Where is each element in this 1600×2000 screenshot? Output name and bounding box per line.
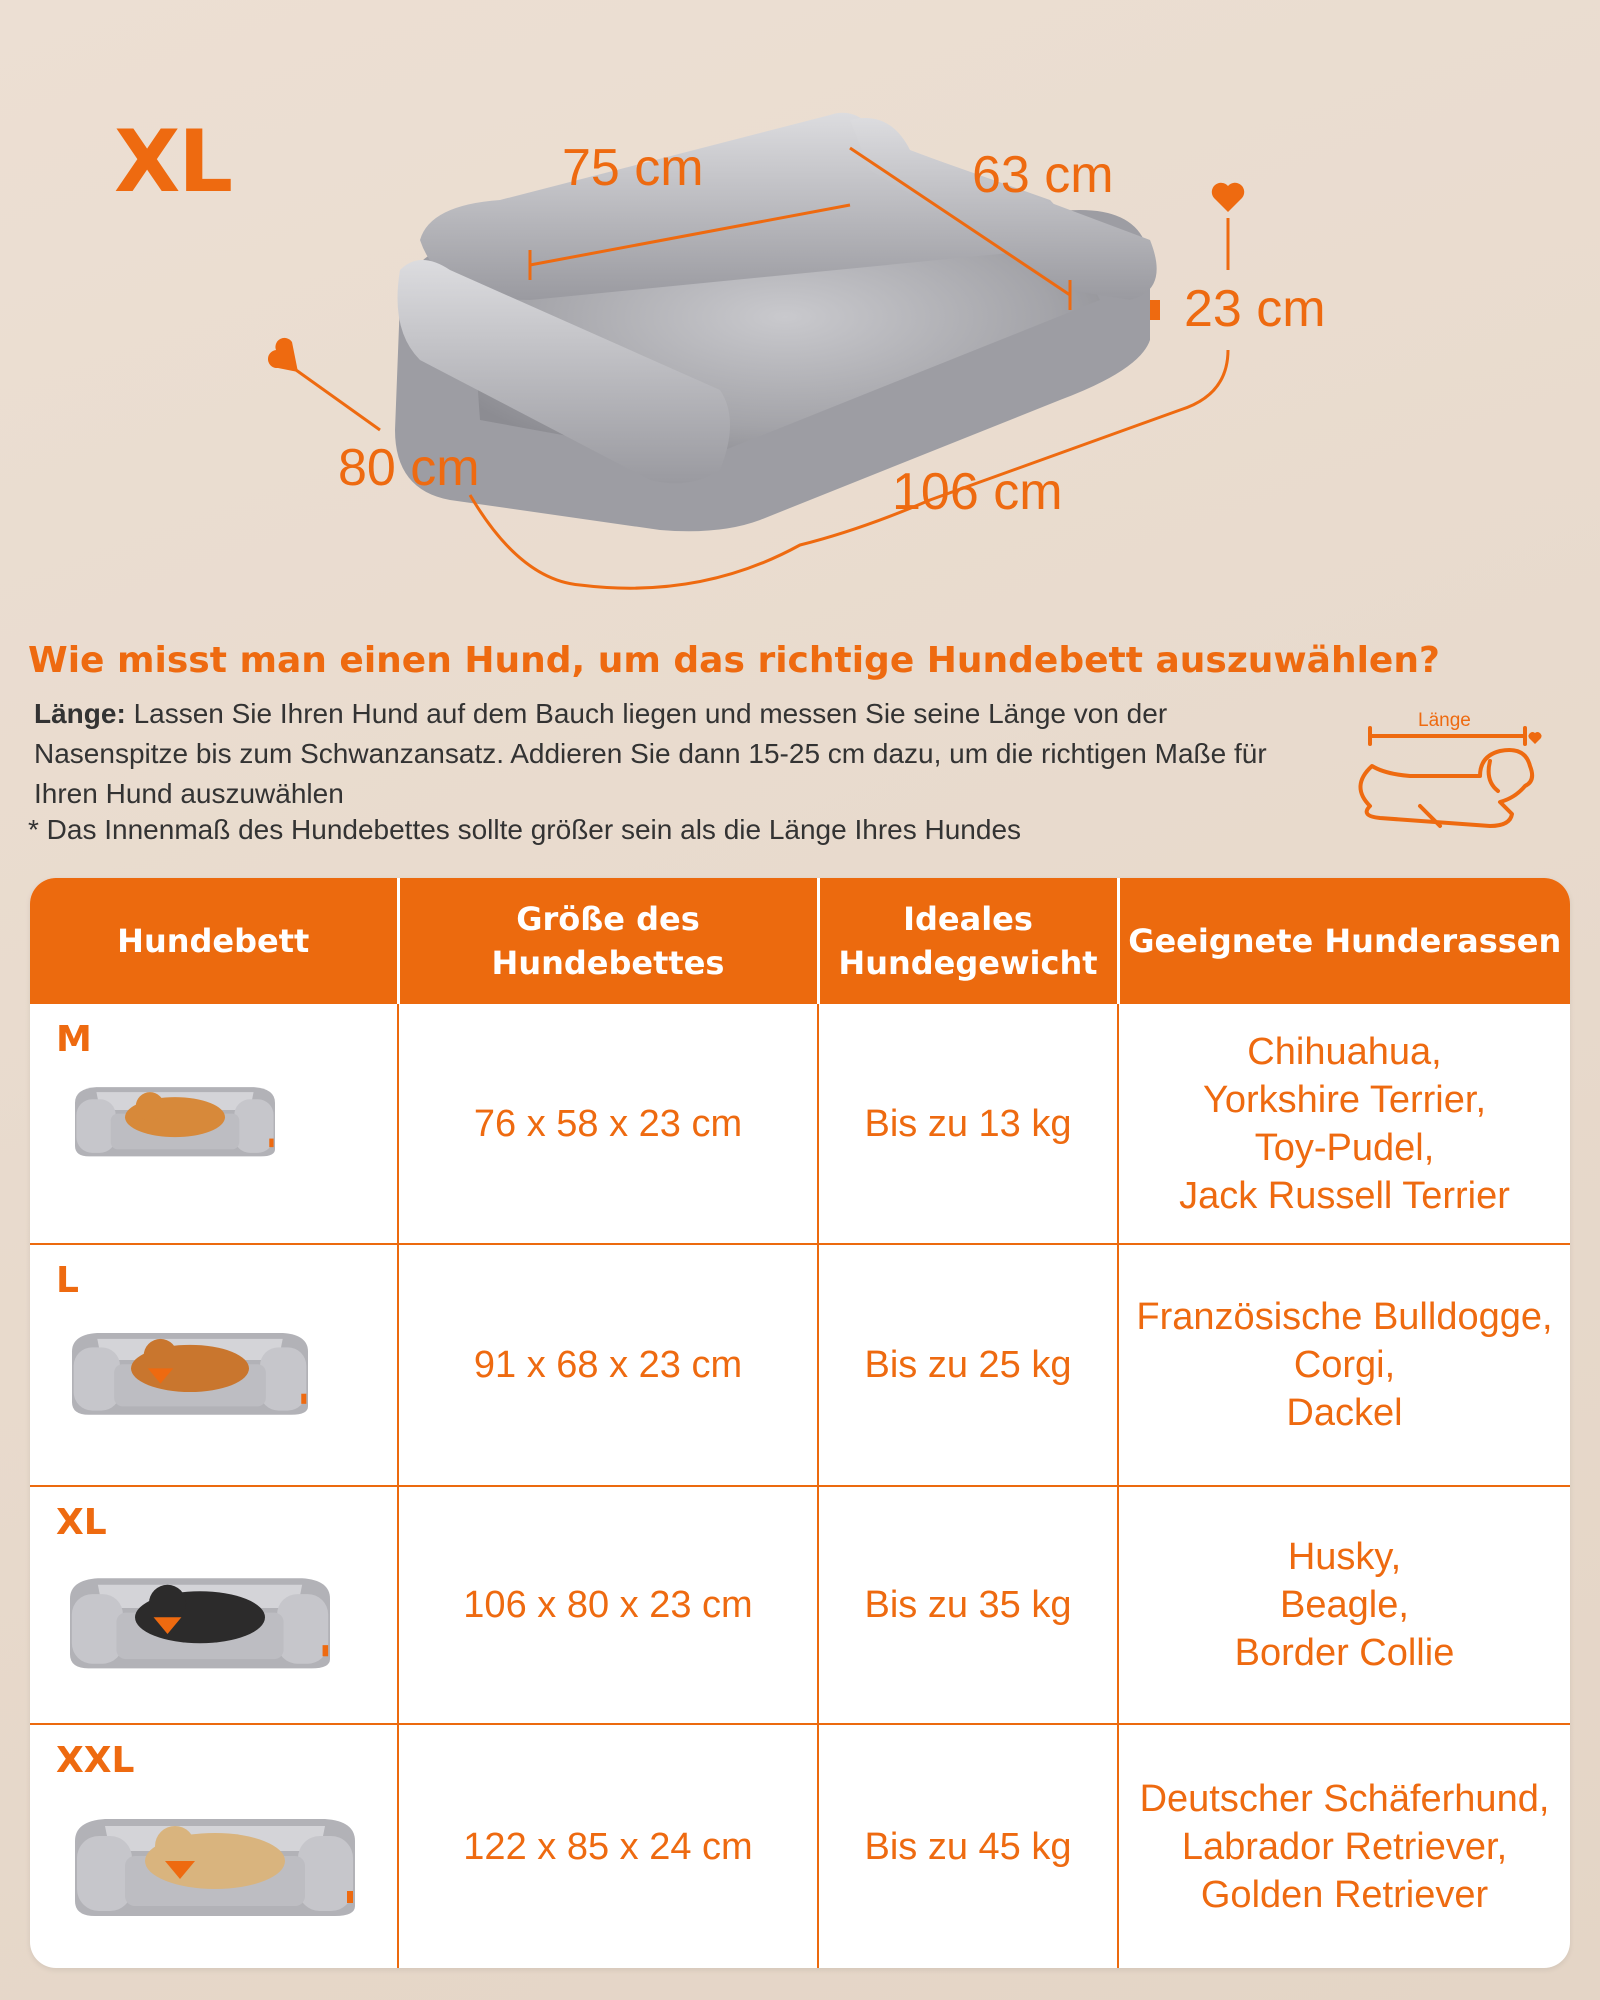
- header-bed: Hundebett: [30, 878, 398, 1004]
- measure-question-heading: Wie misst man einen Hund, um das richtige Hundebett auszuwählen?: [28, 640, 1440, 681]
- length-label: Länge:: [34, 698, 126, 729]
- dog-length-label: Länge: [1418, 710, 1471, 731]
- dog-on-bed-image: [60, 1543, 340, 1673]
- header-weight-line1: Ideales: [903, 900, 1033, 938]
- ideal-weight: Bis zu 35 kg: [818, 1486, 1118, 1724]
- breeds-cell: [1118, 1004, 1570, 1244]
- ideal-weight: Bis zu 25 kg: [818, 1244, 1118, 1486]
- bed-size-label: XXL: [56, 1740, 135, 1781]
- breed-name: Toy-Pudel,: [1254, 1126, 1435, 1169]
- breed-name: Chihuahua,: [1247, 1030, 1442, 1073]
- bed-size-label: L: [56, 1260, 79, 1301]
- breed-name: Husky,: [1287, 1536, 1402, 1578]
- hero-size-label: XL: [114, 112, 232, 212]
- table-row: [30, 1004, 1570, 1244]
- breed-name: Dackel: [1286, 1392, 1403, 1434]
- bed-cell: [30, 1486, 398, 1724]
- bed-size-label: XL: [56, 1502, 107, 1543]
- table-row: [30, 1244, 1570, 1486]
- dog-on-bed-image: [60, 1301, 320, 1419]
- dim-length: 106 cm: [892, 463, 1063, 521]
- dog-on-bed-image: [60, 1781, 370, 1921]
- table-row: [30, 1486, 1570, 1724]
- breed-name: Jack Russell Terrier: [1179, 1174, 1510, 1217]
- breeds-cell: [1118, 1486, 1570, 1724]
- breeds-cell: [1118, 1244, 1570, 1486]
- ideal-weight: Bis zu 45 kg: [818, 1724, 1118, 1968]
- header-size: Größe des Hundebettes: [398, 878, 818, 1004]
- length-instructions: [34, 694, 1324, 814]
- header-weight-line2: Hundegewicht: [838, 944, 1098, 982]
- bed-dimensions: 122 x 85 x 24 cm: [398, 1724, 818, 1968]
- ideal-weight: Bis zu 13 kg: [818, 1004, 1118, 1244]
- breed-name: Yorkshire Terrier,: [1202, 1078, 1486, 1121]
- length-text: Lassen Sie Ihren Hund auf dem Bauch liegen und messen Sie seine Länge von der Nasenspitze bis zum Schwanzansatz. Addieren Sie dann 15-25 cm dazu, um die richtigen Maße für Ihren Hund auszuwählen: [34, 698, 1267, 809]
- table-header-row: [30, 878, 1570, 1004]
- bed-dimensions: 106 x 80 x 23 cm: [398, 1486, 818, 1724]
- dog-on-bed-image: [60, 1060, 290, 1160]
- bed-cell: [30, 1004, 398, 1244]
- inner-size-note: * Das Innenmaß des Hundebettes sollte größer sein als die Länge Ihres Hundes: [28, 814, 1022, 845]
- breeds-cell: [1118, 1724, 1570, 1968]
- bed-cell: [30, 1244, 398, 1486]
- breed-name: Border Collie: [1234, 1632, 1455, 1674]
- dim-inner-length: 75 cm: [562, 139, 704, 197]
- breed-name: Labrador Retriever,: [1181, 1825, 1508, 1868]
- dim-inner-width: 63 cm: [972, 146, 1114, 204]
- breed-name: Golden Retriever: [1200, 1873, 1489, 1916]
- dim-height: 23 cm: [1184, 280, 1326, 338]
- lying-dog-icon: [1340, 706, 1550, 846]
- bed-dimensions: 76 x 58 x 23 cm: [398, 1004, 818, 1244]
- bed-cell: [30, 1724, 398, 1968]
- dim-width: 80 cm: [338, 439, 480, 497]
- bed-dimensions: 91 x 68 x 23 cm: [398, 1244, 818, 1486]
- breed-name: Beagle,: [1280, 1584, 1409, 1626]
- heart-arrow-icon: [1212, 183, 1244, 212]
- header-weight: [818, 878, 1118, 1004]
- table-row: [30, 1724, 1570, 1968]
- dog-bed-illustration: [0, 0, 1600, 620]
- breed-name: Deutscher Schäferhund,: [1139, 1777, 1550, 1820]
- breed-name: Corgi,: [1293, 1344, 1396, 1386]
- header-breeds: Geeignete Hunderassen: [1118, 878, 1570, 1004]
- breed-name: Französische Bulldogge,: [1136, 1296, 1553, 1338]
- bed-size-label: M: [56, 1019, 92, 1060]
- size-table: [30, 878, 1570, 1968]
